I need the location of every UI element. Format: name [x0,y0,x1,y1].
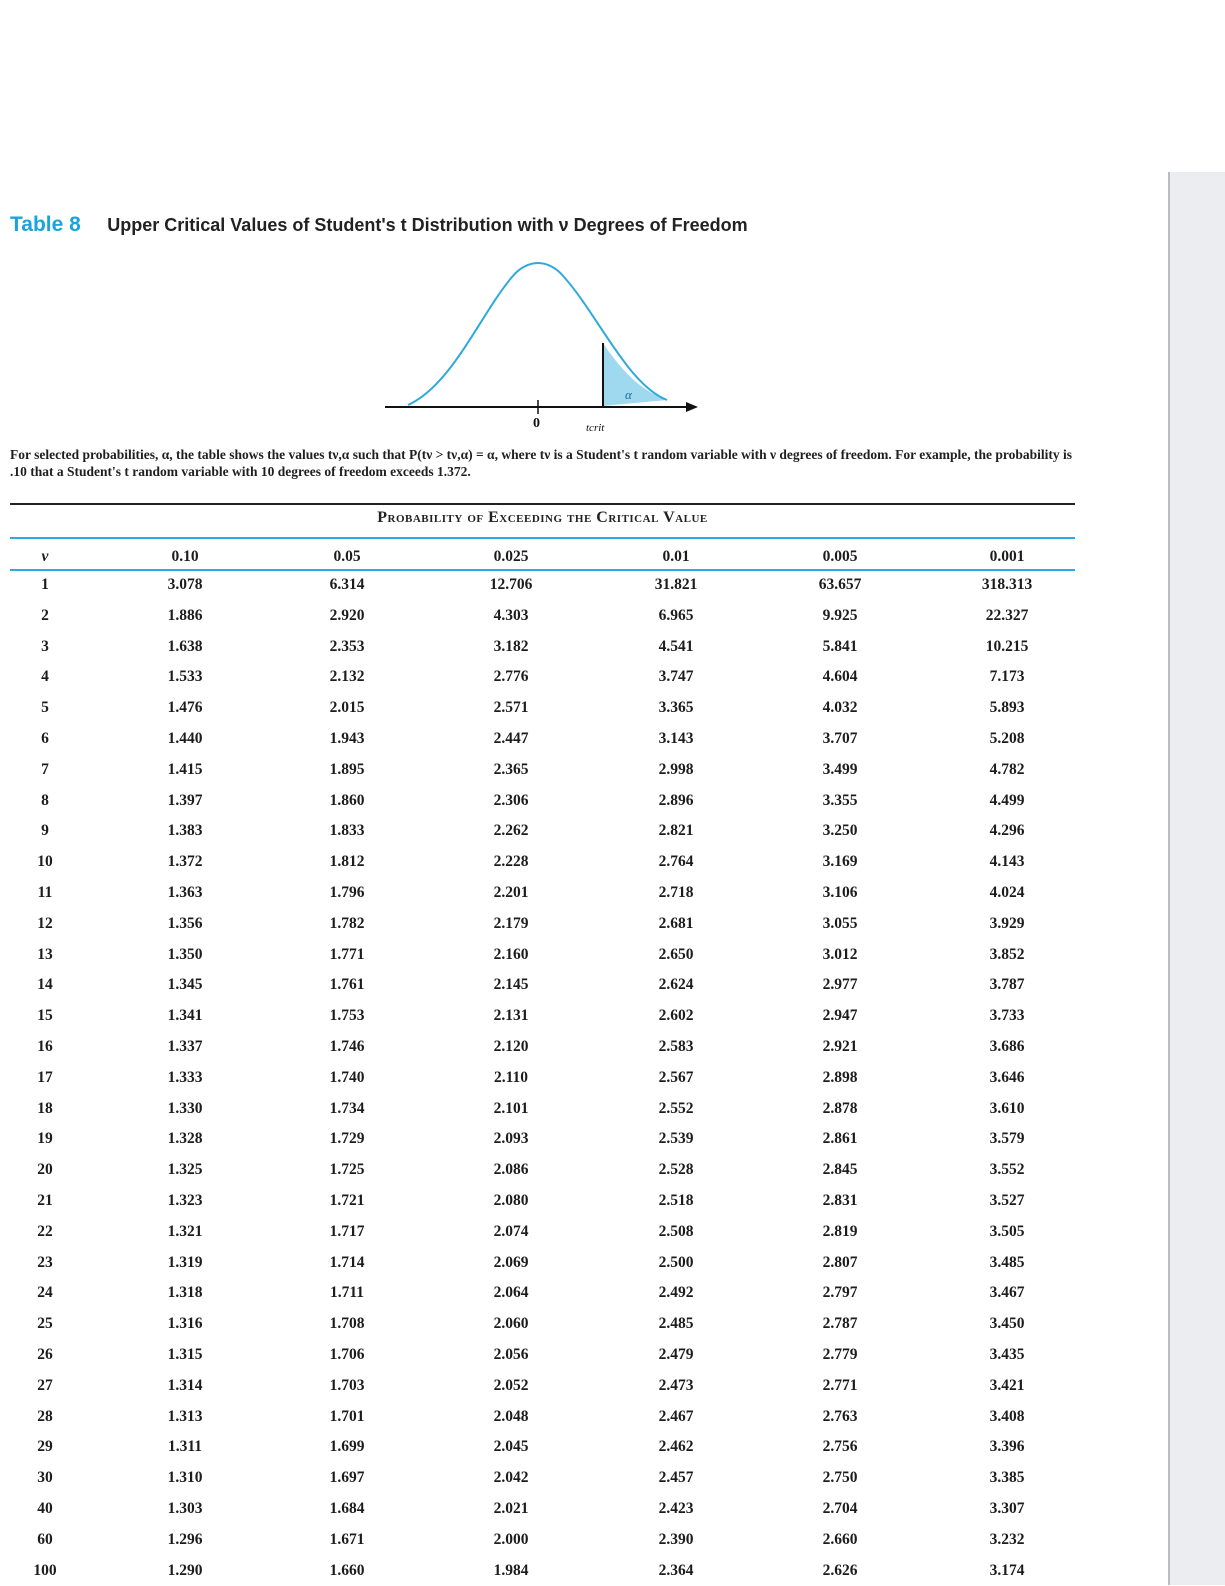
value-cell: 1.314 [167,1376,203,1394]
table-row [10,1371,1075,1401]
value-cell: 4.541 [658,637,694,655]
value-cell: 2.467 [658,1407,694,1425]
value-cell: 1.753 [329,1007,365,1025]
alpha-label: α [625,387,632,402]
value-cell: 2.353 [329,637,365,655]
value-cell: 2.845 [822,1161,858,1179]
value-cell: 3.579 [989,1130,1025,1148]
table-row [10,970,1075,1000]
value-cell: 1.303 [167,1500,203,1517]
column-header-row [10,542,1075,572]
value-cell: 3.527 [989,1192,1025,1209]
value-cell: 2.771 [822,1376,858,1394]
value-cell: 1.697 [329,1469,365,1487]
value-cell: 2.583 [658,1038,694,1055]
value-cell: 2.797 [822,1284,858,1302]
value-cell: 2.021 [493,1500,529,1517]
table-row [10,1001,1075,1031]
df-cell: 28 [37,1407,53,1425]
value-cell: 4.499 [989,791,1025,809]
value-cell: 1.290 [167,1561,203,1579]
value-cell: 2.819 [822,1222,858,1240]
value-cell: 1.310 [167,1469,203,1487]
value-cell: 2.681 [658,914,694,932]
value-cell: 2.764 [658,853,694,871]
value-cell: 1.671 [329,1530,365,1548]
value-cell: 1.701 [329,1407,365,1425]
df-cell: 24 [37,1284,53,1302]
value-cell: 1.311 [167,1438,203,1456]
value-cell: 2.878 [822,1099,858,1117]
value-cell: 4.143 [989,853,1025,871]
table-row [10,909,1075,939]
value-cell: 1.833 [329,822,365,840]
value-cell: 2.947 [822,1007,858,1025]
value-cell: 2.998 [658,760,694,778]
value-cell: 3.396 [989,1438,1025,1456]
value-cell: 1.812 [329,853,365,871]
value-cell: 2.896 [658,791,694,809]
value-cell: 2.132 [329,668,365,686]
value-cell: 3.250 [822,822,858,840]
df-cell: 100 [33,1561,57,1579]
value-cell: 2.457 [658,1469,694,1487]
value-cell: 2.015 [329,699,365,717]
value-cell: 31.821 [654,576,698,593]
value-cell: 1.734 [329,1099,365,1117]
value-cell: 3.174 [989,1561,1025,1579]
value-cell: 22.327 [985,606,1029,624]
table-row [10,1463,1075,1493]
value-cell: 2.626 [822,1561,858,1579]
column-header: 0.05 [333,548,361,565]
value-cell: 12.706 [489,576,533,593]
value-cell: 1.313 [167,1407,203,1425]
table-row [10,786,1075,816]
value-cell: 3.421 [989,1376,1025,1394]
value-cell: 1.533 [167,668,203,686]
table-row [10,1494,1075,1524]
value-cell: 2.921 [822,1038,858,1055]
value-cell: 2.423 [658,1500,694,1517]
value-cell: 3.787 [989,976,1025,994]
value-cell: 2.074 [493,1222,529,1240]
df-cell: 21 [37,1192,53,1209]
value-cell: 2.763 [822,1407,858,1425]
df-cell: 17 [37,1068,53,1086]
value-cell: 1.350 [167,945,203,963]
value-cell: 6.314 [329,576,365,593]
value-cell: 1.703 [329,1376,365,1394]
value-cell: 2.064 [493,1284,529,1302]
value-cell: 1.316 [167,1315,203,1333]
table-row [10,1556,1075,1586]
value-cell: 2.831 [822,1192,858,1209]
value-cell: 1.321 [167,1222,203,1240]
value-cell: 3.505 [989,1222,1025,1240]
tcrit-label: tcrit [586,422,605,434]
value-cell: 1.337 [167,1038,203,1055]
column-header: 0.005 [822,548,858,565]
value-cell: 3.467 [989,1284,1025,1302]
value-cell: 5.893 [989,699,1025,717]
value-cell: 1.325 [167,1161,203,1179]
value-cell: 1.711 [329,1284,365,1302]
table-label: Table 8 [10,213,81,236]
value-cell: 3.182 [493,637,529,655]
value-cell: 9.925 [822,606,858,624]
value-cell: 2.518 [658,1192,694,1209]
value-cell: 3.055 [822,914,858,932]
table-row [10,1094,1075,1124]
value-cell: 3.733 [989,1007,1025,1025]
df-cell: 11 [37,884,53,901]
table-description: For selected probabilities, α, the table shows the values tν,α such that P(tν > tν,α) = α, where tν is a Student's t random variable with ν degrees of freedom. For example, the probability is .10 that a Student's t random variable with 10 degrees of freedom exceeds 1.372. [10,447,1073,479]
value-cell: 3.852 [989,945,1025,963]
value-cell: 3.143 [658,730,694,747]
value-cell: 2.920 [329,606,365,624]
value-cell: 1.328 [167,1130,203,1148]
side-panel [1168,172,1225,1585]
value-cell: 1.318 [167,1284,203,1302]
value-cell: 1.740 [329,1068,365,1086]
value-cell: 3.012 [822,945,858,963]
value-cell: 3.485 [989,1253,1025,1271]
df-cell: 19 [37,1130,53,1148]
value-cell: 4.296 [989,822,1025,840]
value-cell: 2.861 [822,1130,858,1148]
value-cell: 2.086 [493,1161,529,1179]
df-cell: 14 [37,976,53,994]
value-cell: 2.500 [658,1253,694,1271]
table-row [10,1032,1075,1062]
value-cell: 1.943 [329,730,365,747]
value-cell: 5.208 [989,730,1025,747]
value-cell: 2.750 [822,1469,858,1487]
column-header: 0.001 [989,548,1025,565]
table-row [10,940,1075,970]
value-cell: 3.450 [989,1315,1025,1333]
df-cell: 22 [37,1222,53,1240]
value-cell: 1.782 [329,914,365,932]
value-cell: 2.756 [822,1438,858,1456]
table-row [10,1248,1075,1278]
value-cell: 2.821 [658,822,694,840]
value-cell: 1.341 [167,1007,203,1025]
value-cell: 1.708 [329,1315,365,1333]
caption-rule [10,537,1075,539]
value-cell: 1.296 [167,1530,203,1548]
value-cell: 2.492 [658,1284,694,1302]
value-cell: 3.707 [822,730,858,747]
table-header [10,213,748,237]
value-cell: 1.984 [493,1561,529,1579]
value-cell: 2.080 [493,1192,529,1209]
value-cell: 1.796 [329,884,365,901]
value-cell: 1.886 [167,606,203,624]
value-cell: 63.657 [818,576,862,593]
table-row [10,632,1075,662]
value-cell: 1.725 [329,1161,365,1179]
value-cell: 2.060 [493,1315,529,1333]
value-cell: 4.604 [822,668,858,686]
table-row [10,724,1075,754]
value-cell: 1.706 [329,1346,365,1363]
value-cell: 1.761 [329,976,365,994]
value-cell: 2.552 [658,1099,694,1117]
column-header-nu: ν [41,548,49,565]
value-cell: 1.315 [167,1346,203,1363]
value-cell: 3.610 [989,1099,1025,1117]
df-cell: 27 [37,1376,53,1394]
value-cell: 1.638 [167,637,203,655]
df-cell: 2 [41,606,49,624]
df-cell: 1 [41,576,49,593]
value-cell: 1.895 [329,760,365,778]
value-cell: 1.333 [167,1068,203,1086]
zero-label: 0 [533,416,540,431]
value-cell: 3.078 [167,576,203,593]
value-cell: 2.660 [822,1530,858,1548]
value-cell: 2.787 [822,1315,858,1333]
df-cell: 5 [41,699,49,717]
value-cell: 4.024 [989,884,1025,901]
value-cell: 2.365 [493,760,529,778]
df-cell: 25 [37,1315,53,1333]
value-cell: 2.131 [493,1007,529,1025]
column-header: 0.01 [662,548,690,565]
value-cell: 6.965 [658,606,694,624]
value-cell: 2.528 [658,1161,694,1179]
value-cell: 2.447 [493,730,529,747]
value-cell: 2.045 [493,1438,529,1456]
table-row [10,816,1075,846]
df-cell: 12 [37,914,53,932]
table-row [10,1186,1075,1216]
value-cell: 2.473 [658,1376,694,1394]
value-cell: 2.539 [658,1130,694,1148]
value-cell: 1.363 [167,884,203,901]
value-cell: 1.860 [329,791,365,809]
value-cell: 1.319 [167,1253,203,1271]
value-cell: 3.435 [989,1346,1025,1363]
value-cell: 3.646 [989,1068,1025,1086]
table-row [10,1309,1075,1339]
df-cell: 3 [41,637,49,655]
value-cell: 2.571 [493,699,529,717]
value-cell: 1.660 [329,1561,365,1579]
table-row [10,1124,1075,1154]
value-cell: 1.415 [167,760,203,778]
value-cell: 2.624 [658,976,694,994]
value-cell: 1.383 [167,822,203,840]
table-row [10,662,1075,692]
column-header: 0.10 [171,548,199,565]
value-cell: 2.052 [493,1376,529,1394]
value-cell: 2.567 [658,1068,694,1086]
value-cell: 2.977 [822,976,858,994]
df-cell: 7 [41,760,49,778]
value-cell: 2.101 [493,1099,529,1117]
table-row [10,1278,1075,1308]
value-cell: 2.093 [493,1130,529,1148]
value-cell: 2.462 [658,1438,694,1456]
value-cell: 3.747 [658,668,694,686]
df-cell: 30 [37,1469,53,1487]
df-cell: 15 [37,1007,53,1025]
value-cell: 1.746 [329,1038,365,1055]
value-cell: 1.397 [167,791,203,809]
table-caption: Probability of Exceeding the Critical Value [377,509,708,526]
table-row [10,1217,1075,1247]
table-row [10,1155,1075,1185]
value-cell: 1.684 [329,1500,365,1517]
table-row [10,1402,1075,1432]
df-cell: 26 [37,1346,53,1363]
value-cell: 1.440 [167,730,203,747]
table-row [10,1525,1075,1555]
value-cell: 2.201 [493,884,529,901]
df-cell: 29 [37,1438,53,1456]
value-cell: 2.160 [493,945,529,963]
df-cell: 9 [41,822,49,840]
df-cell: 40 [37,1500,53,1517]
value-cell: 2.228 [493,853,529,871]
value-cell: 3.499 [822,760,858,778]
value-cell: 2.718 [658,884,694,901]
column-header: 0.025 [493,548,529,565]
value-cell: 2.485 [658,1315,694,1333]
value-cell: 2.042 [493,1469,529,1487]
value-cell: 4.032 [822,699,858,717]
df-cell: 23 [37,1253,53,1271]
value-cell: 2.807 [822,1253,858,1271]
value-cell: 2.479 [658,1346,694,1363]
value-cell: 10.215 [985,637,1029,655]
value-cell: 1.356 [167,914,203,932]
value-cell: 2.110 [493,1068,529,1086]
value-cell: 2.508 [658,1222,694,1240]
value-cell: 2.056 [493,1346,529,1363]
value-cell: 3.106 [822,884,858,901]
value-cell: 1.771 [329,945,365,963]
value-cell: 2.650 [658,945,694,963]
x-axis-arrow-icon [686,402,698,412]
value-cell: 2.000 [493,1530,529,1548]
table-row [10,755,1075,785]
value-cell: 318.313 [981,576,1033,593]
value-cell: 1.721 [329,1192,365,1209]
value-cell: 3.552 [989,1161,1025,1179]
value-cell: 2.120 [493,1038,529,1055]
df-cell: 10 [37,853,53,871]
value-cell: 2.069 [493,1253,529,1271]
df-cell: 18 [37,1099,53,1117]
value-cell: 2.704 [822,1500,858,1517]
value-cell: 2.179 [493,914,529,932]
value-cell: 3.929 [989,914,1025,932]
value-cell: 3.232 [989,1530,1025,1548]
value-cell: 2.364 [658,1561,694,1579]
value-cell: 2.306 [493,791,529,809]
table-row [10,570,1075,600]
value-cell: 1.330 [167,1099,203,1117]
table-row [10,1340,1075,1370]
table-row [10,847,1075,877]
value-cell: 1.323 [167,1192,203,1209]
value-cell: 1.699 [329,1438,365,1456]
value-cell: 2.262 [493,822,529,840]
df-cell: 8 [41,791,49,809]
value-cell: 2.048 [493,1407,529,1425]
value-cell: 2.390 [658,1530,694,1548]
df-cell: 4 [41,668,49,686]
value-cell: 2.776 [493,668,529,686]
table-row [10,1063,1075,1093]
df-cell: 6 [41,730,49,747]
value-cell: 3.355 [822,791,858,809]
table-row [10,1432,1075,1462]
value-cell: 3.365 [658,699,694,717]
value-cell: 1.729 [329,1130,365,1148]
value-cell: 4.303 [493,606,529,624]
value-cell: 3.385 [989,1469,1025,1487]
table-row [10,693,1075,723]
value-cell: 1.476 [167,699,203,717]
table-row [10,601,1075,631]
value-cell: 2.145 [493,976,529,994]
table-title: Upper Critical Values of Student's t Distribution with ν Degrees of Freedom [107,215,748,235]
value-cell: 7.173 [989,668,1025,686]
value-cell: 3.686 [989,1038,1025,1055]
value-cell: 3.169 [822,853,858,871]
value-cell: 1.372 [167,853,203,871]
value-cell: 1.345 [167,976,203,994]
value-cell: 3.307 [989,1500,1025,1517]
value-cell: 2.898 [822,1068,858,1086]
table-row [10,878,1075,908]
value-cell: 4.782 [989,760,1025,778]
value-cell: 2.602 [658,1007,694,1025]
value-cell: 5.841 [822,637,858,655]
df-cell: 20 [37,1161,53,1179]
value-cell: 1.717 [329,1222,365,1240]
df-cell: 13 [37,945,53,963]
value-cell: 3.408 [989,1407,1025,1425]
value-cell: 1.714 [329,1253,365,1271]
t-distribution-figure [380,255,710,435]
df-cell: 16 [37,1038,53,1055]
df-cell: 60 [37,1530,53,1548]
value-cell: 2.779 [822,1346,858,1363]
table-top-rule [10,503,1075,505]
